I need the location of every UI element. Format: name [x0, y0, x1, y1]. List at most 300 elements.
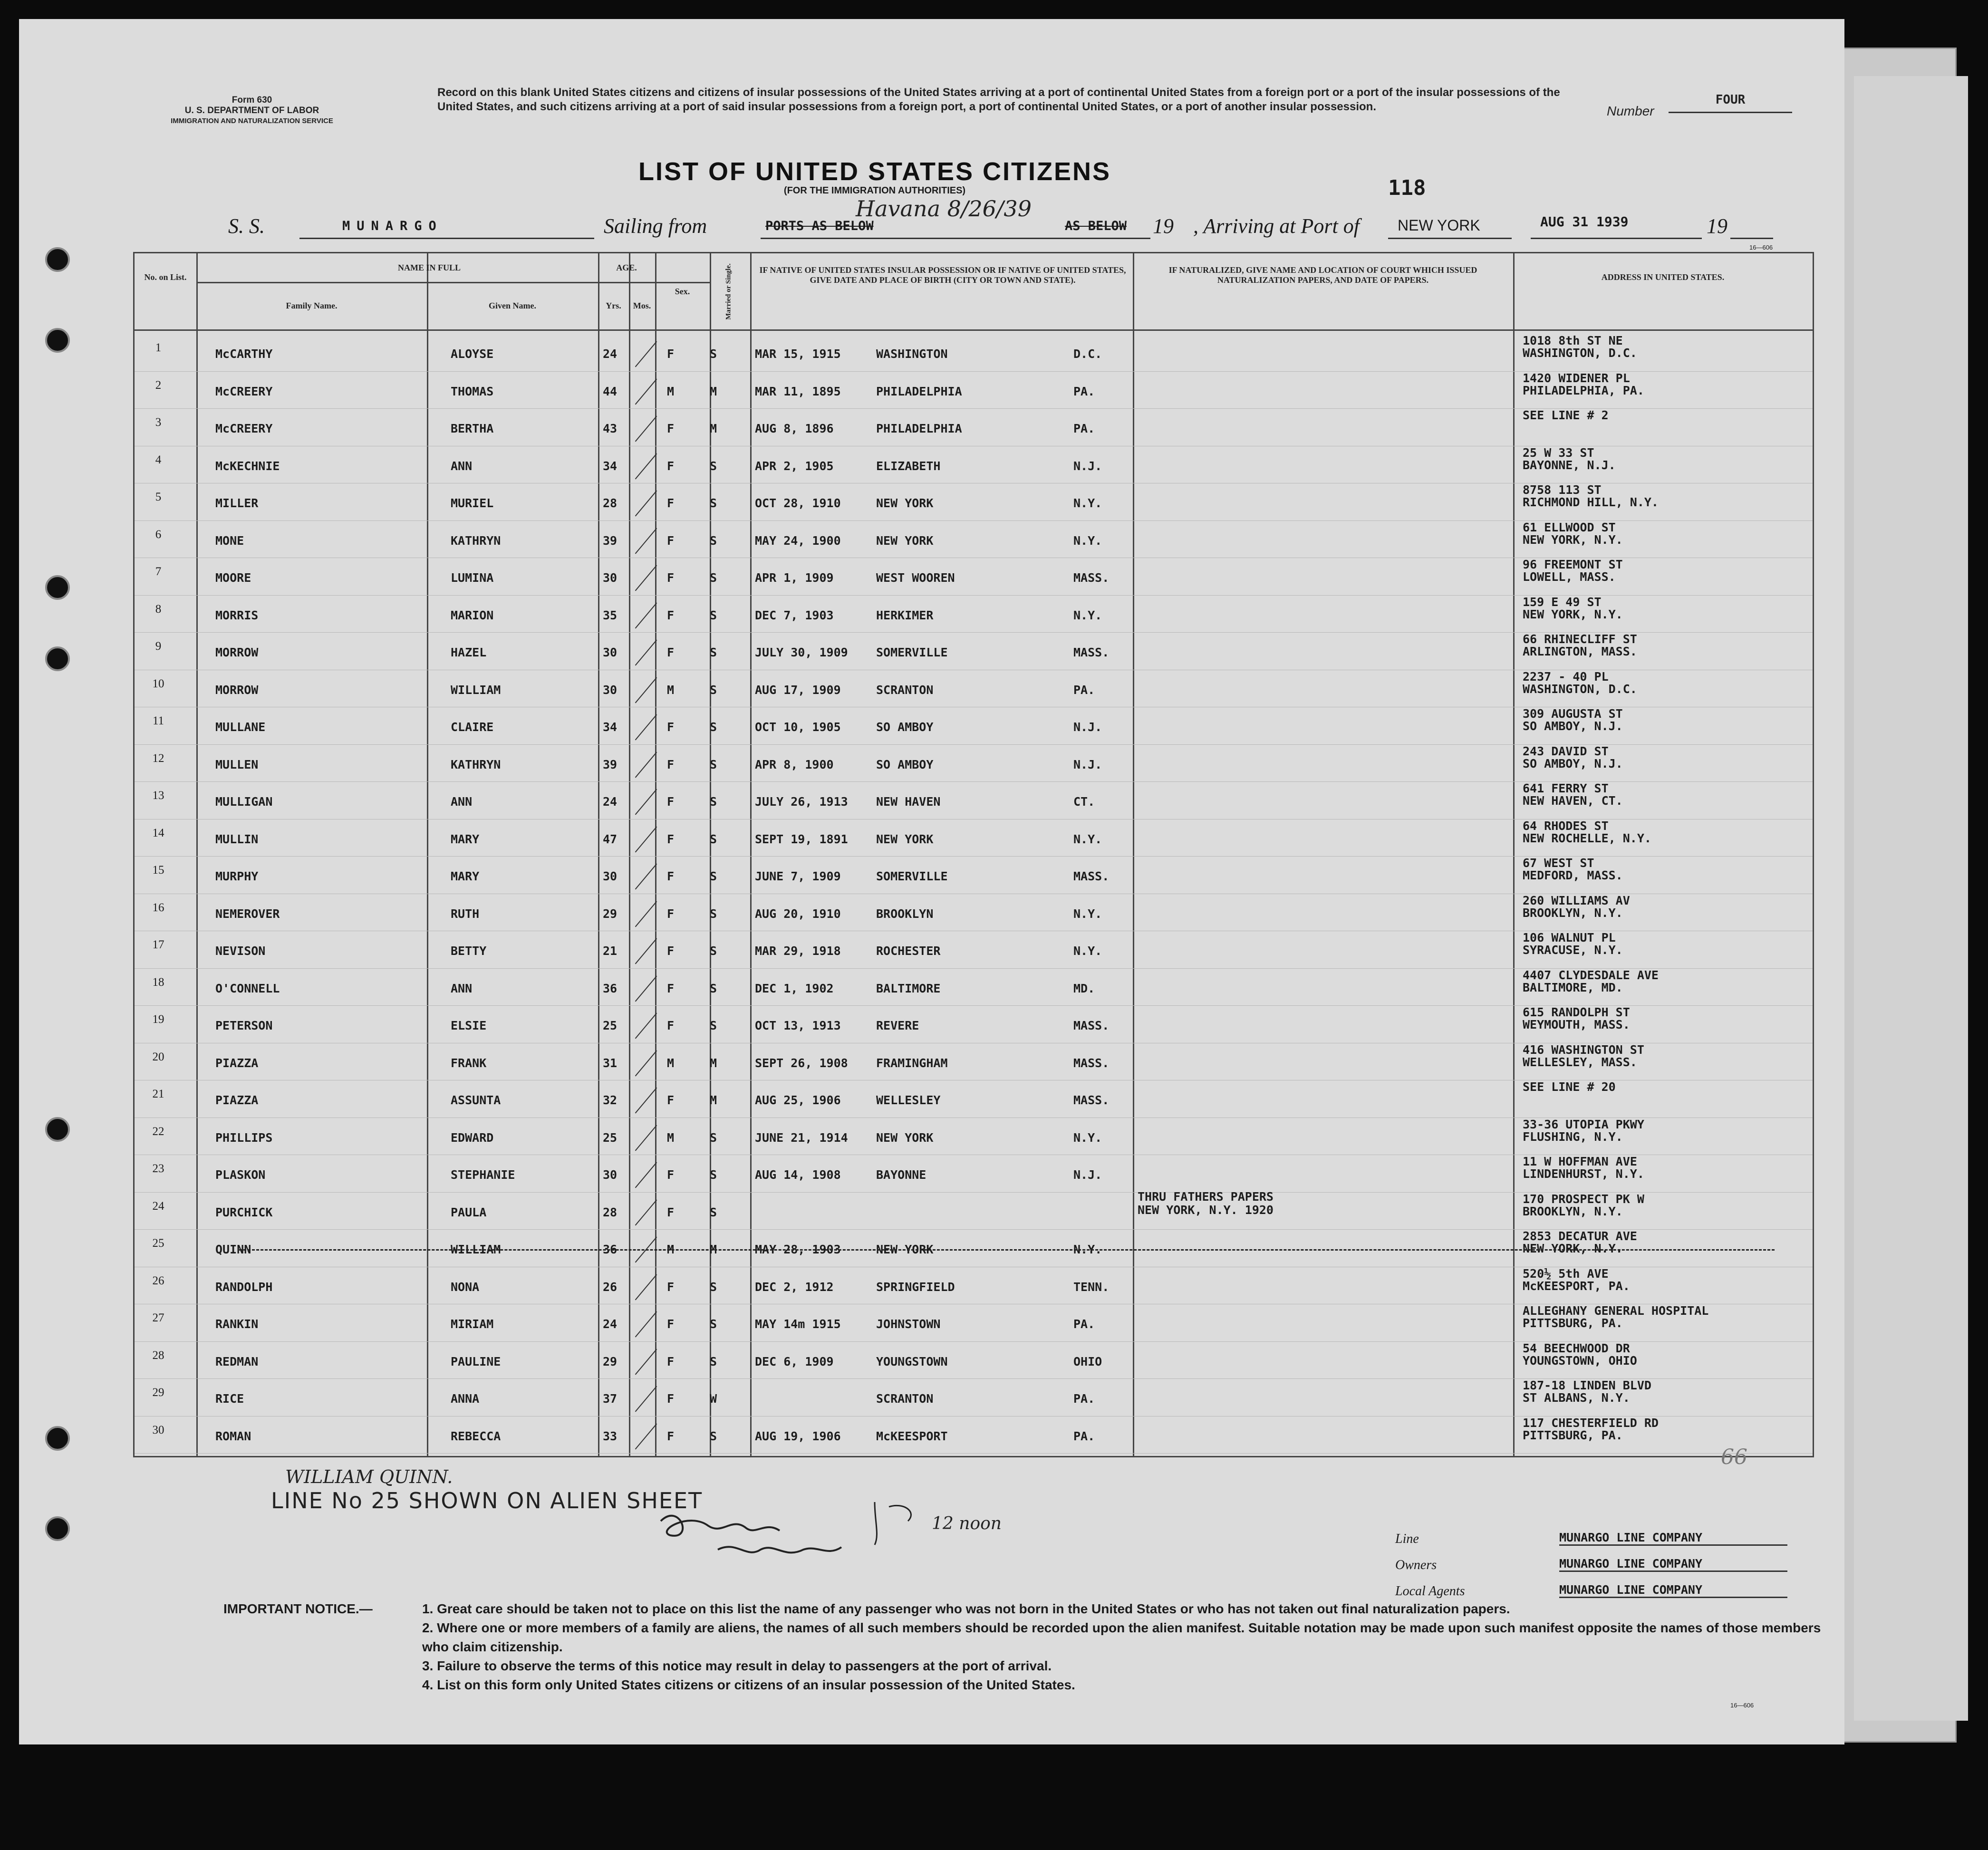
cell-address-line2: NEW HAVEN, CT. — [1523, 794, 1623, 808]
cell-address-line1: ALLEGHANY GENERAL HOSPITAL — [1523, 1304, 1709, 1318]
cell-given: LUMINA — [451, 571, 494, 585]
cell-state: N.Y. — [1073, 608, 1102, 622]
cell-ms: S — [710, 1317, 717, 1331]
table-row — [135, 1304, 1813, 1344]
form-code-bottom: 16—606 — [1730, 1702, 1754, 1709]
cell-given: ANNA — [451, 1392, 480, 1406]
cell-age: 39 — [603, 533, 618, 548]
check-mark — [635, 864, 657, 890]
cell-ms: S — [710, 1130, 717, 1145]
cell-address-line1: 309 AUGUSTA ST — [1523, 707, 1623, 721]
cell-sex: F — [667, 1093, 675, 1107]
cell-address-line2: LOWELL, MASS. — [1523, 570, 1616, 584]
cell-no: 3 — [155, 416, 162, 429]
cell-family: RICE — [215, 1392, 244, 1406]
cell-family: McCREERY — [215, 422, 273, 435]
cell-ms: S — [710, 459, 717, 473]
cell-age: 28 — [603, 496, 618, 510]
check-mark — [635, 826, 657, 852]
cell-state: MASS. — [1073, 869, 1110, 883]
cell-address-line1: 25 W 33 ST — [1523, 445, 1594, 460]
cell-city: YOUNGSTOWN — [876, 1354, 948, 1368]
cell-sex: F — [667, 757, 675, 771]
cell-family: REDMAN — [215, 1354, 259, 1368]
owners-value: MUNARGO LINE COMPANY — [1559, 1557, 1787, 1572]
cell-city: WASHINGTON — [876, 347, 948, 361]
cell-address-line1: 159 E 49 ST — [1523, 595, 1602, 609]
cell-city: NEW YORK — [876, 533, 934, 548]
cell-date: AUG 14, 1908 — [755, 1168, 841, 1182]
table-row — [135, 744, 1813, 785]
cell-age: 30 — [603, 1168, 618, 1182]
check-mark — [635, 1349, 657, 1375]
cell-no: 23 — [152, 1162, 164, 1175]
cell-given: KATHRYN — [451, 533, 501, 548]
cell-no: 27 — [152, 1311, 164, 1324]
cell-date: AUG 17, 1909 — [755, 683, 841, 697]
table-row — [135, 520, 1813, 561]
cell-address-line2: BAYONNE, N.J. — [1523, 458, 1616, 472]
cell-date: MAR 29, 1918 — [755, 944, 841, 958]
cell-state: D.C. — [1073, 347, 1102, 361]
cell-city: HERKIMER — [876, 608, 934, 622]
cell-city: NEW YORK — [876, 1243, 934, 1256]
cell-state: MASS. — [1073, 1019, 1110, 1032]
cell-address-line2: ST ALBANS, N.Y. — [1523, 1391, 1630, 1405]
notice-item: 2. Where one or more members of a family are aliens, the names of all such members should be recorded upon the alien manifest. Suitable notation may be made upon such manifest opposite the names of those members who claim citizenship. — [422, 1620, 1821, 1654]
cell-city: BALTIMORE — [876, 981, 941, 995]
check-mark — [635, 1423, 657, 1449]
cell-sex: F — [667, 1429, 675, 1443]
check-mark — [635, 1311, 657, 1338]
cell-age: 29 — [603, 906, 618, 921]
cell-city: SPRINGFIELD — [876, 1280, 955, 1294]
cell-given: BETTY — [451, 944, 487, 958]
check-mark — [635, 528, 657, 554]
cell-no: 7 — [155, 565, 162, 578]
cell-ms: S — [710, 906, 717, 921]
cell-date: AUG 8, 1896 — [755, 422, 834, 435]
cell-address-line2: McKEESPORT, PA. — [1523, 1279, 1630, 1293]
cell-no: 28 — [152, 1349, 164, 1362]
sailing-from: PORTS AS BELOW — [765, 219, 874, 233]
cell-address-line1: 1420 WIDENER PL — [1523, 371, 1630, 385]
cell-city: McKEESPORT — [876, 1429, 948, 1443]
cell-address-line1: 641 FERRY ST — [1523, 781, 1609, 795]
cell-state: N.Y. — [1073, 1243, 1102, 1256]
cell-given: ALOYSE — [451, 347, 494, 361]
check-mark — [635, 1386, 657, 1412]
cell-given: CLAIRE — [451, 720, 494, 734]
cell-no: 29 — [152, 1386, 164, 1399]
cell-sex: F — [667, 533, 675, 548]
cell-no: 4 — [155, 453, 162, 466]
cell-address-line2: LINDENHURST, N.Y. — [1523, 1167, 1644, 1181]
cell-ms: S — [710, 832, 717, 846]
form-identifier — [152, 95, 352, 126]
cell-address-line1: 4407 CLYDESDALE AVE — [1523, 968, 1659, 982]
cell-no: 2 — [155, 378, 162, 392]
cell-given: REBECCA — [451, 1429, 501, 1443]
cell-given: KATHRYN — [451, 757, 501, 771]
cell-date: MAY 14m 1915 — [755, 1317, 841, 1331]
handwritten-time: 12 noon — [932, 1514, 1002, 1533]
check-mark — [635, 714, 657, 741]
notice-lead: IMPORTANT NOTICE.— — [223, 1601, 373, 1616]
department: U. S. DEPARTMENT OF LABOR — [184, 106, 319, 116]
cell-no: 10 — [152, 677, 164, 690]
cell-state: OHIO — [1073, 1354, 1102, 1368]
table-row — [135, 1080, 1813, 1120]
cell-age: 29 — [603, 1354, 618, 1368]
col-months: Mos. — [633, 301, 651, 310]
cell-address-line1: 2853 DECATUR AVE — [1523, 1229, 1637, 1243]
cell-state: N.Y. — [1073, 906, 1102, 921]
cell-state: N.Y. — [1073, 832, 1102, 846]
cell-address-line1: 54 BEECHWOOD DR — [1523, 1341, 1630, 1355]
cell-age: 37 — [603, 1392, 618, 1406]
cell-date: OCT 13, 1913 — [755, 1019, 841, 1032]
cell-sex: F — [667, 571, 675, 585]
sheet-number: 118 — [1388, 176, 1426, 200]
cell-given: NONA — [451, 1280, 480, 1294]
cell-no: 30 — [152, 1423, 164, 1436]
agents-label: Local Agents — [1395, 1584, 1465, 1599]
cell-family: RANKIN — [215, 1317, 259, 1331]
cell-state: N.Y. — [1073, 1130, 1102, 1145]
cell-sex: F — [667, 944, 675, 958]
cell-age: 30 — [603, 869, 618, 883]
cell-sex: F — [667, 608, 675, 622]
cell-ms: S — [710, 1429, 717, 1443]
check-mark — [635, 1050, 657, 1076]
cell-given: BERTHA — [451, 422, 494, 435]
cell-city: SO AMBOY — [876, 757, 934, 771]
cell-date: MAR 15, 1915 — [755, 347, 841, 361]
cell-age: 30 — [603, 683, 618, 697]
table-row — [135, 1042, 1813, 1083]
cell-state: N.J. — [1073, 757, 1102, 771]
cell-sex: F — [667, 1019, 675, 1032]
cell-given: ASSUNTA — [451, 1093, 501, 1107]
check-mark — [635, 1125, 657, 1151]
check-mark — [635, 453, 657, 479]
cell-ms: S — [710, 1354, 717, 1368]
cell-ms: S — [710, 347, 717, 361]
cell-ms: W — [710, 1392, 717, 1406]
cell-family: NEVISON — [215, 944, 266, 958]
table-row — [135, 483, 1813, 523]
cell-no: 25 — [152, 1237, 164, 1250]
table-row — [135, 1117, 1813, 1158]
col-birth: IF NATIVE OF UNITED STATES INSULAR POSSESSION OR IF NATIVE OF UNITED STATES, GIVE DATE AND PLACE OF BIRTH (CITY OR TOWN AND STATE). — [759, 265, 1126, 285]
cell-given: STEPHANIE — [451, 1168, 515, 1182]
cell-date: MAY 28, 1903 — [755, 1243, 841, 1256]
cell-date: OCT 28, 1910 — [755, 496, 841, 510]
col-naturalized: IF NATURALIZED, GIVE NAME AND LOCATION OF COURT WHICH ISSUED NATURALIZATION PAPERS, AND DATE OF PAPERS. — [1168, 265, 1477, 285]
cell-sex: F — [667, 1392, 675, 1406]
cell-sex: M — [667, 1056, 675, 1070]
cell-age: 25 — [603, 1019, 618, 1032]
cell-sex: F — [667, 459, 675, 473]
cell-address-line1: 416 WASHINGTON ST — [1523, 1042, 1644, 1057]
cell-ms: M — [710, 1056, 717, 1070]
cell-sex: M — [667, 683, 675, 697]
owners-label: Owners — [1395, 1558, 1437, 1572]
cell-ms: M — [710, 1243, 717, 1256]
cell-address-line2: PHILADELPHIA, PA. — [1523, 383, 1644, 397]
cell-address-line2: BROOKLYN, N.Y. — [1523, 906, 1623, 920]
cell-address-line1: SEE LINE # 2 — [1523, 408, 1609, 422]
col-age: AGE. — [616, 263, 637, 272]
sailing-handwritten: Havana 8/26/39 — [856, 196, 1032, 222]
cell-date: SEPT 19, 1891 — [755, 832, 848, 846]
service: IMMIGRATION AND NATURALIZATION SERVICE — [171, 117, 333, 125]
cell-given: FRANK — [451, 1056, 487, 1070]
cell-address-line2: FLUSHING, N.Y. — [1523, 1129, 1623, 1144]
line-value: MUNARGO LINE COMPANY — [1559, 1531, 1787, 1546]
cell-state: PA. — [1073, 1317, 1095, 1331]
cell-state: PA. — [1073, 1429, 1095, 1443]
cell-no: 15 — [152, 864, 164, 877]
handwritten-note: LINE No 25 SHOWN ON ALIEN SHEET — [271, 1488, 703, 1513]
table-row — [135, 1229, 1813, 1270]
cell-family: PURCHICK — [215, 1205, 273, 1219]
col-given-name: Given Name. — [489, 301, 536, 310]
cell-state: PA. — [1073, 422, 1095, 435]
cell-given: WILLIAM — [451, 1243, 501, 1256]
cell-sex: F — [667, 1168, 675, 1182]
cell-ms: S — [710, 571, 717, 585]
cell-age: 35 — [603, 608, 618, 622]
cell-family: PIAZZA — [215, 1093, 259, 1107]
page-title: LIST OF UNITED STATES CITIZENS — [638, 157, 1111, 186]
check-mark — [635, 1199, 657, 1225]
cell-city: BROOKLYN — [876, 906, 934, 921]
cell-family: MILLER — [215, 496, 259, 510]
cell-address-line1: 11 W HOFFMAN AVE — [1523, 1155, 1637, 1168]
cell-given: MARY — [451, 869, 480, 883]
cell-city: PHILADELPHIA — [876, 384, 962, 398]
cell-given: MARY — [451, 832, 480, 846]
cell-ms: S — [710, 646, 717, 659]
cell-date: OCT 10, 1905 — [755, 720, 841, 734]
cell-ms: S — [710, 981, 717, 995]
cell-family: O'CONNELL — [215, 981, 280, 995]
check-mark — [635, 1013, 657, 1039]
cell-address-line2: NEW YORK, N.Y. — [1523, 607, 1623, 621]
cell-address-line2: MEDFORD, MASS. — [1523, 868, 1623, 882]
cell-family: MORRIS — [215, 608, 259, 622]
cell-given: HAZEL — [451, 646, 487, 659]
arrival-date: AUG 31 1939 — [1540, 214, 1629, 230]
signature — [651, 1502, 936, 1573]
table-row — [135, 371, 1813, 412]
cell-address-line2: SYRACUSE, N.Y. — [1523, 943, 1623, 957]
notice-items — [422, 1599, 1829, 1695]
cell-date: APR 8, 1900 — [755, 757, 834, 771]
cell-given: ANN — [451, 981, 473, 995]
cell-date: MAY 24, 1900 — [755, 533, 841, 548]
cell-address-line2: SO AMBOY, N.J. — [1523, 719, 1623, 733]
cell-address-line1: 187-18 LINDEN BLVD — [1523, 1378, 1651, 1392]
cell-city: JOHNSTOWN — [876, 1317, 941, 1331]
cell-family: QUINN — [215, 1243, 251, 1256]
cell-ms: S — [710, 1019, 717, 1032]
cell-ms: S — [710, 1205, 717, 1219]
number-label: Number — [1607, 104, 1654, 118]
arrival-port: NEW YORK — [1398, 217, 1480, 234]
cell-sex: F — [667, 646, 675, 659]
binder-hole — [45, 1117, 70, 1142]
cell-state: CT. — [1073, 795, 1095, 809]
cell-date: JULY 26, 1913 — [755, 795, 848, 809]
cell-state: MASS. — [1073, 646, 1110, 659]
cell-no: 21 — [152, 1088, 164, 1100]
cell-age: 32 — [603, 1093, 618, 1107]
table-row — [135, 856, 1813, 896]
cell-city: WELLESLEY — [876, 1093, 941, 1107]
cell-address-line1: 106 WALNUT PL — [1523, 931, 1616, 944]
cell-family: PETERSON — [215, 1019, 273, 1032]
cell-given: MURIEL — [451, 496, 494, 510]
cell-given: MARION — [451, 608, 494, 622]
cell-no: 12 — [152, 752, 164, 765]
year-label-2: 19 — [1707, 214, 1727, 238]
handwritten-name: WILLIAM QUINN. — [285, 1466, 453, 1487]
cell-address-line1: 96 FREEMONT ST — [1523, 558, 1623, 571]
cell-state: PA. — [1073, 683, 1095, 697]
cell-age: 30 — [603, 646, 618, 659]
cell-family: RANDOLPH — [215, 1280, 273, 1294]
cell-ms: S — [710, 944, 717, 958]
cell-ms: M — [710, 384, 717, 398]
cell-sex: F — [667, 832, 675, 846]
binder-hole — [45, 1516, 70, 1541]
check-mark — [635, 789, 657, 815]
strike-through — [239, 1249, 1775, 1251]
cell-sex: M — [667, 1130, 675, 1145]
cell-date: APR 1, 1909 — [755, 571, 834, 585]
number-value: FOUR — [1669, 93, 1792, 113]
cell-age: 44 — [603, 384, 618, 398]
cell-no: 14 — [152, 826, 164, 839]
cell-no: 26 — [152, 1274, 164, 1287]
cell-ms: S — [710, 720, 717, 734]
check-mark — [635, 1274, 657, 1300]
cell-no: 5 — [155, 491, 162, 503]
cell-given: PAULINE — [451, 1354, 501, 1368]
cell-date: DEC 6, 1909 — [755, 1354, 834, 1368]
cell-sex: F — [667, 869, 675, 883]
cell-age: 47 — [603, 832, 618, 846]
table-row — [135, 669, 1813, 710]
ship-name: MUNARGO — [342, 219, 443, 233]
cell-no: 17 — [152, 938, 164, 951]
cell-no: 13 — [152, 789, 164, 802]
cell-state: N.J. — [1073, 720, 1102, 734]
cell-address-line2: SO AMBOY, N.J. — [1523, 756, 1623, 771]
cell-sex: F — [667, 496, 675, 510]
cell-sex: F — [667, 1280, 675, 1294]
cell-date: DEC 7, 1903 — [755, 608, 834, 622]
cell-given: ANN — [451, 459, 473, 473]
notice-item: 3. Failure to observe the terms of this notice may result in delay to passengers at the port of arrival. — [422, 1658, 1052, 1673]
cell-family: MULLEN — [215, 757, 259, 771]
cell-age: 31 — [603, 1056, 618, 1070]
cell-no: 1 — [155, 341, 162, 354]
cell-city: ELIZABETH — [876, 459, 941, 473]
cell-given: MIRIAM — [451, 1317, 494, 1331]
cell-address-line1: 64 RHODES ST — [1523, 819, 1609, 833]
cell-sex: M — [667, 384, 675, 398]
table-row — [135, 408, 1813, 449]
check-mark — [635, 752, 657, 778]
cell-ms: S — [710, 533, 717, 548]
cell-address-line2: BROOKLYN, N.Y. — [1523, 1204, 1623, 1218]
check-mark — [635, 901, 657, 927]
cell-ms: S — [710, 795, 717, 809]
cell-address-line1: 8758 113 ST — [1523, 483, 1602, 497]
cell-no: 6 — [155, 528, 162, 541]
cell-address-line1: 67 WEST ST — [1523, 856, 1594, 870]
table-row — [135, 560, 1813, 598]
cell-date: AUG 19, 1906 — [755, 1429, 841, 1443]
cell-no: 11 — [152, 714, 164, 727]
cell-no: 22 — [152, 1125, 164, 1138]
cell-age: 28 — [603, 1205, 618, 1219]
binder-hole — [45, 646, 70, 671]
cell-sex: F — [667, 795, 675, 809]
arriving-label: , Arriving at Port of — [1193, 214, 1360, 238]
cell-age: 30 — [603, 571, 618, 585]
cell-address-line2: NEW ROCHELLE, N.Y. — [1523, 831, 1651, 845]
record-instructions: Record on this blank United States citizens and citizens of insular possessions of the United States arriving at a port of continental United States from a foreign port or a port of the insular possessions of the United States, and such citizens arriving at a port of said insular possessions from a foreign port, a port of continental United States, or a port of another insular possession. — [437, 86, 1560, 113]
cell-sex: M — [667, 1243, 675, 1256]
ss-label: S. S. — [228, 214, 265, 238]
cell-city: FRAMINGHAM — [876, 1056, 948, 1070]
cell-given: WILLIAM — [451, 683, 501, 697]
cell-ms: S — [710, 496, 717, 510]
cell-sex: F — [667, 981, 675, 995]
col-years: Yrs. — [606, 301, 621, 310]
sailing-after: AS BELOW — [1065, 219, 1127, 233]
cell-city: REVERE — [876, 1019, 919, 1032]
binder-hole — [45, 1426, 70, 1451]
cell-family: McCREERY — [215, 384, 273, 398]
table-row — [135, 1189, 1813, 1233]
table-row — [135, 1266, 1813, 1307]
cell-state: N.Y. — [1073, 533, 1102, 548]
table-row — [135, 1416, 1813, 1456]
cell-state: TENN. — [1073, 1280, 1110, 1294]
cell-ms: S — [710, 608, 717, 622]
binder-hole — [45, 328, 70, 353]
table-row — [135, 445, 1813, 486]
check-mark — [635, 491, 657, 517]
cell-city: SOMERVILLE — [876, 646, 948, 659]
line-label: Line — [1395, 1532, 1419, 1546]
cell-age: 24 — [603, 347, 618, 361]
table-row — [135, 1157, 1813, 1195]
check-mark — [635, 602, 657, 628]
cell-sex: F — [667, 422, 675, 435]
cell-state: N.J. — [1073, 1168, 1102, 1182]
cell-family: ROMAN — [215, 1429, 251, 1443]
table-row — [135, 632, 1813, 673]
check-mark — [635, 1162, 657, 1188]
cell-date: AUG 25, 1906 — [755, 1093, 841, 1107]
